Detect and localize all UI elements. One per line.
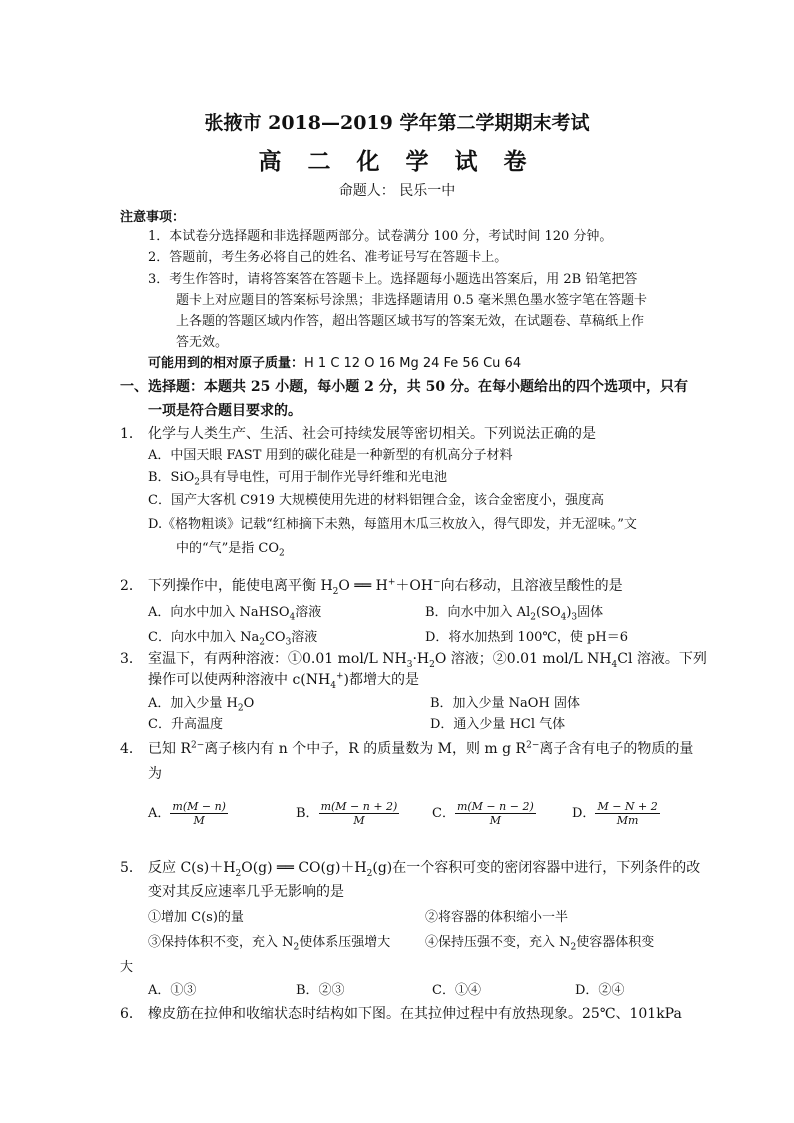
question-4-option-a: A． $\frac{m(M - n)}{M}$ bbox=[148, 800, 226, 827]
paper-subtitle: 高 二 化 学 试 卷 bbox=[258, 148, 536, 175]
note-item-2: 2．答题前，考生务必将自己的姓名、准考证号写在答题卡上。 bbox=[148, 250, 508, 265]
question-1-option-d-cont: 中的“气”是指 $CO_2$ bbox=[176, 541, 285, 559]
question-3-stem-cont: 操作可以使两种溶液中 $c(NH_4^+)$都增大的是 bbox=[148, 671, 419, 691]
exam-title: 张掖市 2018—2019 学年第二学期期末考试 bbox=[204, 112, 590, 134]
question-4-stem-cont: 为 bbox=[148, 766, 162, 782]
question-1-option-c: C．国产大客机 C919 大规模使用先进的材料铝锂合金，该合金密度小，强度高 bbox=[148, 493, 604, 508]
question-5-option-b: B．②③ bbox=[296, 983, 345, 998]
question-4-stem: 已知 $R^{2-}$离子核内有 n 个中子，R 的质量数为 M，则 m g $R^{2-}$离子含有电子的物质的量 bbox=[148, 740, 694, 757]
fraction: $\frac{m(M - n - 2)}{M}$ bbox=[456, 800, 534, 827]
question-4-option-b: B． $\frac{m(M - n + 2)}{M}$ bbox=[296, 800, 398, 827]
fraction: $\frac{M - N + 2}{Mm}$ bbox=[597, 800, 658, 827]
question-3-option-a: A．加入少量 $H_2O$ bbox=[148, 696, 255, 714]
question-3-option-c: C．升高温度 bbox=[148, 717, 223, 732]
section-1-heading-cont: 一项是符合题目要求的。 bbox=[148, 403, 302, 419]
question-3-number: 3． bbox=[120, 651, 143, 667]
question-3-option-b: B．加入少量 NaOH 固体 bbox=[430, 696, 580, 711]
note-item-3-cont-2: 上各题的答题区域内作答，超出答题区域书写的答案无效，在试题卷、草稿纸上作 bbox=[176, 314, 645, 329]
question-5-condition-4: ④保持压强不变，充入 $N_2$使容器体积变 bbox=[425, 935, 655, 953]
note-item-1: 1．本试卷分选择题和非选择题两部分。试卷满分 100 分，考试时间 120 分钟。 bbox=[148, 229, 613, 244]
atomic-mass-values: H 1 C 12 O 16 Mg 24 Fe 56 Cu 64 bbox=[304, 356, 522, 371]
question-2-option-c: C．向水中加入 $Na_2CO_3$溶液 bbox=[148, 630, 318, 648]
question-5-option-d: D．②④ bbox=[575, 983, 625, 998]
note-item-3-cont-3: 答无效。 bbox=[176, 335, 229, 350]
question-2-option-d: D．将水加热到 100℃，使 pH＝6 bbox=[425, 630, 628, 645]
question-5-option-c: C．①④ bbox=[432, 983, 481, 998]
section-1-heading: 一、选择题：本题共 25 小题，每小题 2 分，共 50 分。在每小题给出的四个选项中，只有 bbox=[120, 379, 688, 395]
question-3-stem: 室温下，有两种溶液：①0.01 mol/L $NH_3\cdot H_2O$ 溶液；②0.01 mol/L $NH_4Cl$ 溶液。下列 bbox=[148, 651, 707, 670]
question-5-condition-4-cont: 大 bbox=[120, 960, 134, 975]
note-item-3-cont-1: 题卡上对应题目的答案标号涂黑；非选择题请用 0.5 毫米黑色墨水签字笔在答题卡 bbox=[176, 293, 647, 308]
question-5-condition-1: ①增加 C(s)的量 bbox=[148, 910, 244, 925]
author-line: 命题人： 民乐一中 bbox=[338, 183, 456, 199]
fraction: $\frac{m(M - n + 2)}{M}$ bbox=[320, 800, 398, 827]
question-1-stem: 化学与人类生产、生活、社会可持续发展等密切相关。下列说法正确的是 bbox=[148, 426, 596, 442]
atomic-mass-line bbox=[148, 352, 521, 371]
question-1-option-a: A．中国天眼 FAST 用到的碳化硅是一种新型的有机高分子材料 bbox=[148, 448, 513, 463]
question-6-stem: 橡皮筋在拉伸和收缩状态时结构如下图。在其拉伸过程中有放热现象。25℃、101kPa bbox=[148, 1006, 682, 1022]
question-2-option-a: A．向水中加入 NaHSO$_4$溶液 bbox=[148, 605, 322, 623]
question-2-stem: 下列操作中，能使电离平衡 $H_2O$ ══ H+＋OH−向右移动，且溶液呈酸性的是 bbox=[148, 577, 623, 597]
question-1-option-b: B．SiO$_2$具有导电性，可用于制作光导纤维和光电池 bbox=[148, 470, 448, 488]
note-item-3: 3．考生作答时，请将答案答在答题卡上。选择题每小题选出答案后，用 2B 铅笔把答 bbox=[148, 272, 638, 287]
question-1-number: 1． bbox=[120, 426, 143, 442]
question-5-condition-3: ③保持体积不变，充入 $N_2$使体系压强增大 bbox=[148, 935, 391, 953]
question-3-option-d: D．通入少量 HCl 气体 bbox=[430, 717, 566, 732]
question-4-number: 4． bbox=[120, 741, 143, 757]
question-6-number: 6． bbox=[120, 1006, 143, 1022]
question-4-option-d: D． $\frac{M - N + 2}{Mm}$ bbox=[572, 800, 658, 827]
question-5-option-a: A．①③ bbox=[148, 983, 197, 998]
question-2-option-b: B．向水中加入 $Al_2(SO_4)_3$固体 bbox=[425, 605, 604, 623]
question-5-condition-2: ②将容器的体积缩小一半 bbox=[425, 910, 569, 925]
atomic-mass-label: 可能用到的相对原子质量： bbox=[148, 356, 305, 371]
question-5-stem-cont: 变对其反应速率几乎无影响的是 bbox=[148, 884, 344, 900]
question-4-option-c: C． $\frac{m(M - n - 2)}{M}$ bbox=[432, 800, 534, 827]
fraction: $\frac{m(M - n)}{M}$ bbox=[172, 800, 226, 827]
question-5-number: 5． bbox=[120, 860, 143, 876]
question-1-option-d: D.《格物粗谈》记载“红柿摘下未熟，每篮用木瓜三枚放入，得气即发，并无涩味。”文 bbox=[148, 517, 637, 532]
question-5-stem: 反应 $C(s)+H_2O(g)$ ══ $CO(g)+H_2(g)$在一个容积可变的密闭容器中进行，下列条件的改 bbox=[148, 860, 701, 879]
question-2-number: 2． bbox=[120, 578, 143, 594]
notes-heading: 注意事项： bbox=[120, 210, 186, 225]
